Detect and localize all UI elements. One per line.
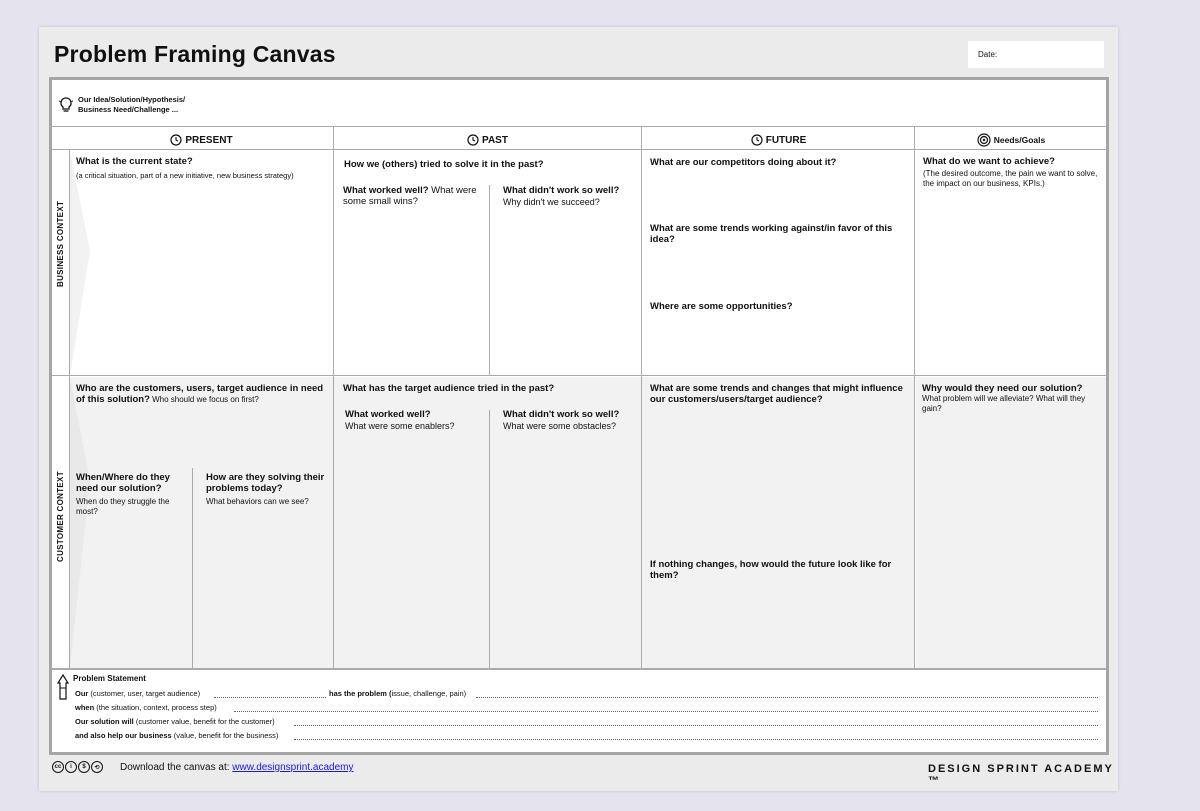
question-hint: What were some small wins? (343, 185, 477, 207)
statement-keyword: has the problem ( (329, 689, 392, 698)
divider (489, 410, 490, 668)
fill-line[interactable] (234, 711, 1098, 712)
question: What are some trends working against/in favor of this idea? (650, 223, 893, 245)
question: Why would they need our solution? (922, 383, 1083, 394)
cell-bg (642, 377, 915, 668)
divider (52, 668, 1106, 670)
question-text: What worked well? (343, 185, 429, 196)
question-hint: What problem will we alleviate? What will they gain? (922, 394, 1086, 413)
divider (914, 126, 915, 668)
canvas-sheet (39, 27, 1118, 791)
question-hint: When do they struggle the most? (76, 497, 170, 516)
statement-hint: (customer value, benefit for the customer) (133, 717, 275, 726)
idea-label-2: Business Need/Challenge ... (78, 105, 179, 114)
statement-keyword: Our (75, 689, 89, 698)
question: If nothing changes, how would the future look like for them? (650, 559, 892, 581)
fill-line[interactable] (214, 697, 326, 698)
statement-hint: (the situation, context, process step) (94, 703, 217, 712)
cc-icon: cc (52, 761, 64, 773)
divider (69, 149, 70, 668)
clock-icon (467, 134, 479, 146)
arrow-shape (70, 151, 92, 668)
divider (52, 126, 1106, 127)
question: How we (others) tried to solve it in the past? (344, 159, 544, 170)
statement-hint: issue, challenge, pain) (391, 689, 467, 698)
target-icon (977, 133, 991, 147)
question-hint: What were some enablers? (345, 421, 455, 431)
column-header-past (334, 129, 641, 151)
fill-line[interactable] (294, 725, 1098, 726)
statement-keyword: when (75, 703, 95, 712)
question-hint: Why didn't we succeed? (503, 197, 600, 207)
row-label-business: BUSINESS CONTEXT (56, 200, 65, 287)
date-label: Date: (978, 50, 998, 59)
question: When/Where do they need our solution? (76, 472, 170, 494)
question: What do we want to achieve? (923, 156, 1055, 167)
column-header-label: PAST (482, 134, 508, 146)
question: What didn't work so well? (503, 409, 620, 420)
page-title: Problem Framing Canvas (54, 41, 336, 67)
column-header-future (642, 129, 915, 151)
download-label: Download the canvas at: (120, 762, 233, 773)
nc-icon: $ (78, 761, 90, 773)
fill-line[interactable] (476, 697, 1098, 698)
question-hint: Who should we focus on first? (149, 395, 259, 404)
column-header-label: Needs/Goals (993, 135, 1046, 145)
statement-line (329, 689, 466, 698)
by-icon: i (65, 761, 77, 773)
column-header-label: PRESENT (185, 134, 233, 146)
question-hint: (a critical situation, part of a new initiative, new business strategy) (76, 171, 294, 180)
column-header-needs (916, 129, 1106, 151)
download-link[interactable]: www.designsprint.academy (232, 762, 354, 773)
question: How are they solving their problems today? (206, 472, 325, 494)
statement-hint: (customer, user, target audience) (88, 689, 201, 698)
question: Where are some opportunities? (650, 301, 793, 312)
question: What are some trends and changes that might influence our customers/users/target audience? (650, 383, 903, 405)
clock-icon (170, 134, 182, 146)
question (76, 383, 326, 405)
cell-bg (70, 151, 333, 376)
pencil-icon (56, 674, 70, 700)
divider (489, 185, 490, 375)
divider (192, 468, 193, 668)
question: What worked well? (345, 409, 431, 420)
column-header-label: FUTURE (765, 134, 807, 146)
divider (52, 375, 1106, 376)
canvas-frame (49, 77, 1109, 755)
statement-keyword: and also help our business (75, 731, 172, 740)
question: What are our competitors doing about it? (650, 157, 837, 168)
question: What has the target audience tried in the past? (343, 383, 555, 394)
divider (333, 126, 334, 668)
problem-statement-title: Problem Statement (73, 674, 146, 683)
brand-logo: DESIGN SPRINT ACADEMY ™ (928, 763, 1114, 787)
row-label-customer: CUSTOMER CONTEXT (56, 471, 65, 562)
question (343, 185, 483, 207)
idea-label-1: Our Idea/Solution/Hypothesis/ (78, 95, 186, 104)
download-text (120, 762, 353, 773)
statement-line (75, 703, 217, 712)
statement-line (75, 731, 278, 740)
creative-commons-icons (52, 761, 103, 773)
lightbulb-icon (58, 96, 74, 114)
statement-line (75, 689, 200, 698)
clock-icon (751, 134, 763, 146)
date-field[interactable] (968, 41, 1104, 68)
question: What is the current state? (76, 156, 193, 167)
statement-keyword: Our solution will (75, 717, 134, 726)
cell-bg (916, 377, 1106, 668)
question-hint: What were some obstacles? (503, 421, 617, 431)
question-hint: (The desired outcome, the pain we want to solve, the impact on our business, KPIs.) (923, 169, 1098, 188)
fill-line[interactable] (294, 739, 1098, 740)
question-hint: What behaviors can we see? (206, 497, 309, 506)
column-header-present (70, 129, 333, 151)
sa-icon: ⟲ (91, 761, 103, 773)
question: What didn't work so well? (503, 185, 620, 196)
statement-line (75, 717, 275, 726)
cell-bg (70, 377, 333, 668)
question-text: Who are the customers, users, target audience in need of this solution? (76, 383, 324, 405)
statement-hint: (value, benefit for the business) (171, 731, 279, 740)
